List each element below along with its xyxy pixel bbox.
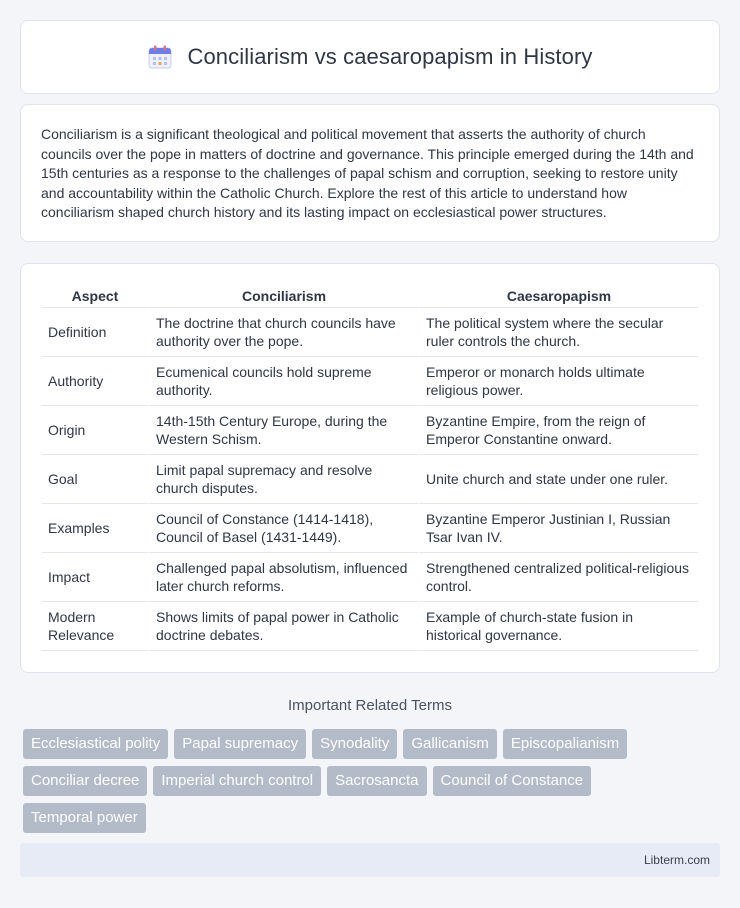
- row-conciliarism: 14th-15th Century Europe, during the Western Schism.: [148, 406, 418, 455]
- related-term-tag[interactable]: Ecclesiastical polity: [23, 729, 168, 759]
- row-aspect: Origin: [42, 406, 148, 455]
- table-row: [42, 455, 698, 504]
- intro-card: [20, 104, 720, 242]
- related-term-tag[interactable]: Council of Constance: [433, 766, 592, 796]
- related-term-tag[interactable]: Conciliar decree: [23, 766, 147, 796]
- footer-site-link[interactable]: Libterm.com: [643, 853, 710, 867]
- related-term-tag[interactable]: Synodality: [312, 729, 397, 759]
- table-row: [42, 602, 698, 651]
- row-conciliarism: Ecumenical councils hold supreme authority.: [148, 357, 418, 406]
- row-conciliarism: Council of Constance (1414-1418), Council of Basel (1431-1449).: [148, 504, 418, 553]
- comparison-card: [20, 263, 720, 673]
- related-term-tag[interactable]: Papal supremacy: [174, 729, 306, 759]
- header-conciliarism: Conciliarism: [148, 284, 418, 308]
- related-term-tag[interactable]: Imperial church control: [153, 766, 321, 796]
- footer: [20, 843, 720, 877]
- row-aspect: Modern Relevance: [42, 602, 148, 651]
- row-conciliarism: Shows limits of papal power in Catholic doctrine debates.: [148, 602, 418, 651]
- row-caesaropapism: Strengthened centralized political-religious control.: [418, 553, 698, 602]
- row-aspect: Definition: [42, 308, 148, 357]
- row-caesaropapism: Byzantine Empire, from the reign of Emperor Constantine onward.: [418, 406, 698, 455]
- row-aspect: Authority: [42, 357, 148, 406]
- related-term-tag[interactable]: Gallicanism: [403, 729, 497, 759]
- related-terms-heading: Important Related Terms: [288, 697, 452, 714]
- header-caesaropapism: Caesaropapism: [418, 284, 698, 308]
- row-aspect: Goal: [42, 455, 148, 504]
- table-row: [42, 553, 698, 602]
- table-row: [42, 357, 698, 406]
- table-row: [42, 504, 698, 553]
- row-aspect: Examples: [42, 504, 148, 553]
- comparison-table: [42, 284, 698, 651]
- row-conciliarism: Limit papal supremacy and resolve church disputes.: [148, 455, 418, 504]
- row-conciliarism: The doctrine that church councils have authority over the pope.: [148, 308, 418, 357]
- row-caesaropapism: The political system where the secular ruler controls the church.: [418, 308, 698, 357]
- table-row: [42, 308, 698, 357]
- row-caesaropapism: Example of church-state fusion in historical governance.: [418, 602, 698, 651]
- calendar-icon: [147, 44, 173, 70]
- header-aspect: Aspect: [42, 284, 148, 308]
- related-term-tag[interactable]: Sacrosancta: [327, 766, 426, 796]
- related-terms-list: [20, 729, 700, 833]
- title-card: [20, 20, 720, 94]
- page-title: Conciliarism vs caesaropapism in History: [187, 44, 593, 69]
- row-conciliarism: Challenged papal absolutism, influenced later church reforms.: [148, 553, 418, 602]
- related-term-tag[interactable]: Episcopalianism: [503, 729, 627, 759]
- row-aspect: Impact: [42, 553, 148, 602]
- table-header-row: [42, 284, 698, 308]
- row-caesaropapism: Unite church and state under one ruler.: [418, 455, 698, 504]
- row-caesaropapism: Emperor or monarch holds ultimate religious power.: [418, 357, 698, 406]
- row-caesaropapism: Byzantine Emperor Justinian I, Russian Tsar Ivan IV.: [418, 504, 698, 553]
- related-term-tag[interactable]: Temporal power: [23, 803, 146, 833]
- intro-paragraph: Conciliarism is a significant theological and political movement that asserts the authority of church councils over the pope in matters of doctrine and governance. This principle emerged during the 14th and 15th centuries as a response to the challenges of papal schism and corruption, seeking to restore unity and accountability within the Catholic Church. Explore the rest of this article to understand how conciliarism shaped church history and its lasting impact on ecclesiastical power structures.: [41, 126, 694, 220]
- table-row: [42, 406, 698, 455]
